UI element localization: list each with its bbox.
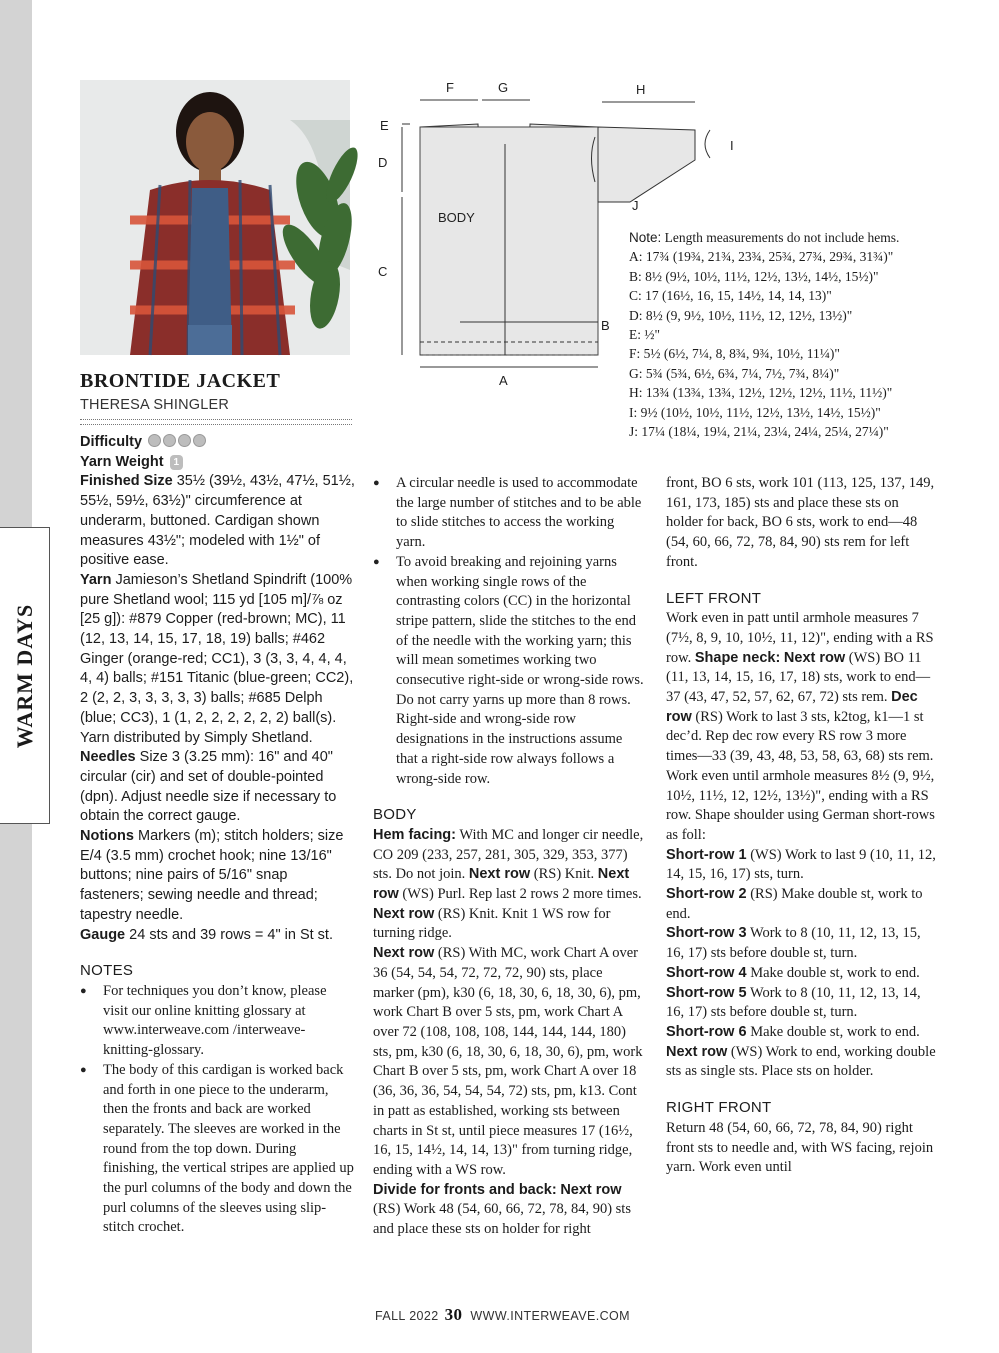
diagram-label-g: G — [498, 80, 509, 95]
yarn-label: Yarn — [80, 571, 112, 588]
finished-size-label: Finished Size — [80, 473, 173, 490]
short-row-text: (RS) Make double st, work to end. — [666, 886, 923, 922]
notes-list — [80, 982, 355, 1238]
measurements-list — [629, 228, 989, 441]
note-item: ● To avoid breaking and rejoining yarns when working single rows of the contrasting colors (CC) in the horizontal stripe pattern, slide the stitches to the end of the needle with the working yarn; this will mean sometimes working two consecutive right-side or wrong-side rows. Do not carry yarns up more than 8 rows. Right-side and wrong-side row designations in the instructions assume that a right-side row always follows a wrong-side row. — [373, 553, 645, 789]
next-row-text: (WS) Work to end, working double sts as single sts. Place sts on holder. — [666, 1043, 936, 1080]
short-row-text: Work to 8 (10, 11, 12, 13, 14, 16, 17) sts before double st, turn. — [666, 984, 921, 1021]
diagram-label-d: D — [378, 155, 388, 170]
next-row-text: (WS) BO 11 (11, 13, 14, 15, 16, 17, 18) sts, work to end—37 (43, 47, 52, 57, 62, 67, 72) sts rem. — [666, 649, 931, 706]
section-tab — [0, 527, 50, 824]
diagram-label-e: E — [380, 118, 389, 133]
next-row-label: Next row — [373, 945, 435, 962]
short-row-text: Make double st, work to end. — [750, 964, 920, 981]
notes-list-continued — [373, 474, 645, 789]
left-front-text: Work even in patt until armhole measures 7 (7½, 8, 9, 10, 10½, 11, 12)", ending with a RS row. — [666, 610, 934, 666]
needles-label: Needles — [80, 749, 136, 766]
diagram-label-b: B — [601, 318, 610, 333]
diagram-label-a: A — [499, 373, 508, 388]
right-front-heading: RIGHT FRONT — [666, 1099, 772, 1117]
diagram-label-h: H — [636, 82, 646, 97]
column-1 — [80, 433, 355, 1238]
divide-continued-spacer: front, BO 6 sts, work 101 (113, 125, 137, 149, 161, 173, 185) sts and place these sts on holder for back, BO 6 sts, work to end—48 (54, 60, 66, 72, 78, 84, 90) sts rem for left front. — [666, 475, 935, 570]
diagram-label-i: I — [730, 138, 734, 153]
shape-neck-label: Shape neck: — [694, 649, 781, 666]
short-row-label: Short-row 2 — [666, 886, 747, 903]
difficulty-dots — [146, 434, 206, 450]
needles-text: Size 3 (3.25 mm): 16" and 40" circular (cir) and set of double-pointed (dpn). Adjust needle size if necessary to obtain the correct gauge. — [80, 749, 337, 825]
diagram-label-c: C — [378, 264, 388, 279]
measurement-row: G: 5¾ (5¾, 6½, 6¾, 7¼, 7½, 7¾, 8¼)" — [629, 365, 840, 381]
measurement-row: E: ½" — [629, 327, 661, 343]
note-item: ● A circular needle is used to accommodate the large number of stitches and to be able to slide stitches to access the working yarn. — [373, 474, 645, 553]
short-row-text: Work to 8 (10, 11, 12, 13, 15, 16, 17) sts before double st, turn. — [666, 925, 921, 962]
next-row-text: (WS) Purl. Rep last 2 rows 2 more times. — [402, 886, 642, 903]
short-row-label: Short-row 6 — [666, 1023, 747, 1040]
measurement-row: F: 5½ (6½, 7¼, 8, 8¾, 9¾, 10½, 11¼)" — [629, 346, 840, 362]
diagram-label-j: J — [632, 198, 639, 213]
next-row-label: Next row — [560, 1181, 622, 1198]
column-2 — [373, 474, 645, 1240]
notes-heading: NOTES — [80, 962, 134, 980]
model-photo — [80, 80, 350, 355]
hem-facing-text: With MC and longer cir needle, CO 209 (233, 257, 281, 305, 329, 353, 377) sts. Do not join. — [373, 826, 644, 883]
measurement-row: I: 9½ (10½, 10½, 11½, 12½, 13½, 14½, 15½)" — [629, 404, 881, 420]
short-row-label: Short-row 5 — [666, 984, 747, 1001]
next-row-label: Next row — [666, 1043, 728, 1060]
next-row-text: (RS) Knit. — [533, 866, 595, 883]
divide-text: (RS) Work 48 (54, 60, 66, 72, 78, 84, 90) sts and place these sts on holder for right — [373, 1201, 631, 1238]
note-item: ● The body of this cardigan is worked back and forth in one piece to the underarm, then the fronts and back are worked separately. The sleeves are worked in the round from the top down. During finishing, the vertical stripes are applied up the purl columns of the body and down the purl columns of the sleeves using slip-stitch crochet. — [80, 1061, 355, 1238]
page-footer — [375, 1305, 630, 1325]
short-row-label: Short-row 4 — [666, 964, 747, 981]
designer-name: THERESA SHINGLER — [80, 397, 230, 413]
measurement-row: J: 17¼ (18¼, 19¼, 21¼, 23¼, 24¼, 25¼, 27¼)" — [629, 424, 889, 440]
yarn-weight-label: Yarn Weight — [80, 453, 164, 470]
next-row-label: Next row — [373, 866, 630, 903]
pattern-heading — [80, 370, 352, 425]
dec-row-label: Dec row — [666, 689, 918, 725]
note-text: Length measurements do not include hems. — [664, 230, 900, 245]
divider — [80, 419, 352, 425]
page-number: 30 — [444, 1305, 463, 1324]
divide-label: Divide for fronts and back: — [373, 1181, 557, 1198]
pattern-title: BRONTIDE JACKET — [80, 370, 281, 392]
diagram-label-f: F — [446, 80, 454, 95]
section-tab-label: WARM DAYS — [11, 603, 37, 748]
yarn-weight-icon: 1 — [170, 455, 184, 470]
body-heading: BODY — [373, 806, 417, 824]
difficulty-label: Difficulty — [80, 434, 143, 450]
short-row-text: (WS) Work to last 9 (10, 11, 12, 14, 15, 16, 17) sts, turn. — [666, 846, 936, 883]
measurement-row: H: 13¾ (13¾, 13¾, 12½, 12½, 12½, 11½, 11½)" — [629, 385, 893, 401]
gauge-text: 24 sts and 39 rows = 4" in St st. — [129, 926, 333, 943]
footer-season: FALL 2022 — [375, 1309, 439, 1323]
column-3 — [666, 474, 938, 1178]
left-front-heading: LEFT FRONT — [666, 589, 762, 607]
notions-text: Markers (m); stitch holders; size E/4 (3.5 mm) crochet hook; nine 13/16" buttons; nine pairs of 5/16" snap fasteners; sewing needle and thread; tapestry needle. — [80, 828, 344, 923]
note-label: Note: — [629, 230, 662, 245]
next-row-label: Next row — [373, 905, 435, 922]
dec-row-text: (RS) Work to last 3 sts, k2tog, k1—1 st dec’d. Rep dec row every RS row 3 more times—33 (39, 43, 48, 53, 58, 63, 68) sts rem. Work even until armhole measures 8½ (9, 9½, 10½, 11½, 12, 12½, 13½)", ending with a RS row. Shape shoulder using German short-rows as foll: — [666, 708, 935, 843]
measurement-row: A: 17¾ (19¾, 21¾, 23¾, 25¾, 27¾, 29¾, 31¾)" — [629, 249, 894, 265]
notions-label: Notions — [80, 828, 134, 845]
short-row-text: Make double st, work to end. — [750, 1023, 920, 1040]
next-row-text: (RS) Knit. Knit 1 WS row for turning ridge. — [373, 905, 611, 942]
right-front-text: Return 48 (54, 60, 66, 72, 78, 84, 90) right front sts to needle and, with WS facing, rejoin yarn. Work even until — [666, 1119, 934, 1176]
short-row-label: Short-row 3 — [666, 925, 747, 942]
footer-site: WWW.INTERWEAVE.COM — [470, 1309, 630, 1323]
measurement-row: B: 8½ (9½, 10½, 11½, 12½, 13½, 14½, 15½)" — [629, 268, 879, 284]
measurement-row: C: 17 (16½, 16, 15, 14½, 14, 14, 13)" — [629, 288, 832, 304]
next-row-label: Next row — [468, 866, 531, 883]
yarn-text: Jamieson’s Shetland Spindrift (100% pure Shetland wool; 115 yd [105 m]/⅞ oz [25 g]): #879 Copper (red-brown; MC), 11 (12, 13, 14, 15, 17, 18, 19) balls; #462 Ginger (orange-red; CC1), 3 (3, 3, 4, 4, 4, 4, 4) balls; #151 Titanic (blue-green; CC2), 2 (2, 2, 3, 3, 3, 3, 3) balls; #685 Delph (blue; CC3), 1 (1, 2, 2, 2, 2, 2, 2) ball(s). Yarn distributed by Simply Shetland. — [80, 571, 354, 746]
measurement-row: D: 8½ (9, 9½, 10½, 11½, 12, 12½, 13½)" — [629, 307, 853, 323]
short-row-label: Short-row 1 — [666, 846, 747, 863]
note-item: ● For techniques you don’t know, please visit our online knitting glossary at www.interweave.com /interweave-knitting-glossary. — [80, 982, 355, 1061]
finished-size-text: 35½ (39½, 43½, 47½, 51½, 55½, 59½, 63½)" circumference at underarm, buttoned. Cardigan shown measures 43½"; modeled with 1½" of positive ease. — [80, 473, 355, 569]
next-row-label: Next row — [783, 649, 846, 666]
gauge-label: Gauge — [80, 926, 126, 943]
next-row-text: (RS) With MC, work Chart A over 36 (54, 54, 54, 72, 72, 72, 90) sts, place marker (pm), k30 (6, 18, 30, 6, 18, 30, 6), pm, work Chart B over 5 sts, pm, work Chart A over 72 (108, 108, 108, 144, 144, 144, 180) sts, pm, k30 (6, 18, 30, 6, 18, 30, 6), pm, work Chart B over 5 sts, pm, work Chart A over 18 (36, 36, 36, 54, 54, 54, 72) sts, pm, k13. Cont in patt as established, working sts between charts in St st, until piece measures 17 (16½, 16, 15, 14½, 14, 14, 13)" from turning ridge, ending with a WS row. — [373, 945, 643, 1178]
diagram-body-label: BODY — [438, 210, 475, 225]
hem-facing-label: Hem facing: — [373, 826, 456, 843]
